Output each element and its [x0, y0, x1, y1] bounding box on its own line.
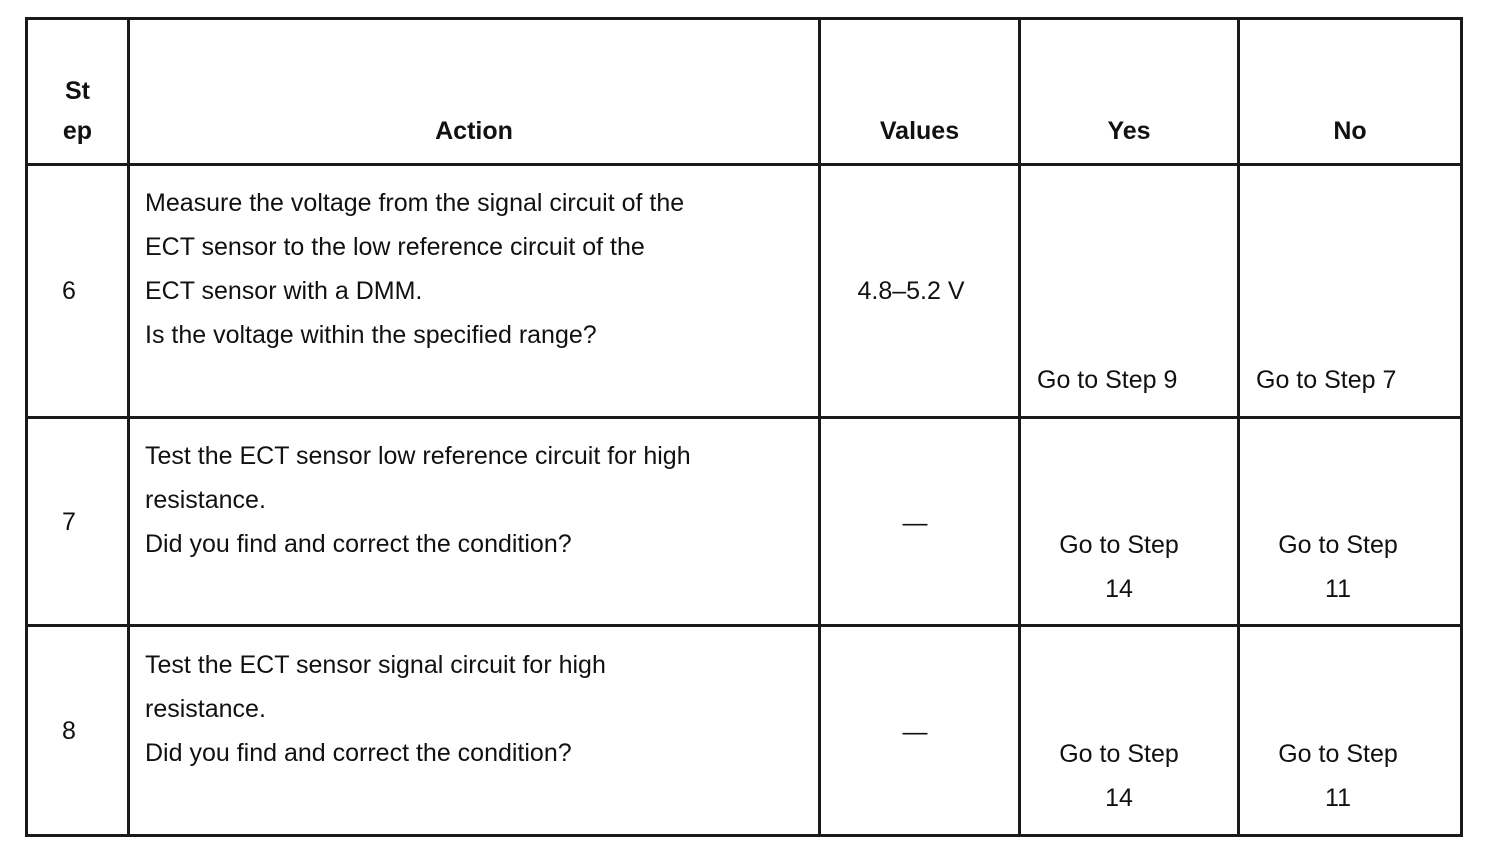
action-line: Measure the voltage from the signal circuit of the: [145, 189, 685, 217]
step-number: 8: [62, 717, 76, 745]
yes-result-line: Go to Step: [1059, 740, 1179, 768]
header-values: Values: [879, 117, 960, 145]
no-result: [1256, 358, 1456, 402]
action-text: [145, 434, 805, 566]
header-step: [28, 71, 127, 151]
table-border-top: [25, 17, 1463, 20]
header-action: Action: [435, 117, 513, 145]
row-divider: [25, 416, 1463, 419]
no-result: [1240, 732, 1436, 820]
no-result-line: Go to Step 7: [1256, 366, 1397, 394]
header-yes: Yes: [1107, 117, 1151, 145]
action-line: ECT sensor with a DMM.: [145, 277, 423, 305]
step-number: 6: [62, 277, 76, 305]
table-border-bottom: [25, 834, 1463, 837]
action-text: [145, 643, 805, 775]
action-text: [145, 181, 805, 357]
header-no: No: [1333, 117, 1367, 145]
action-line: resistance.: [145, 486, 266, 514]
step-number: 7: [62, 508, 76, 536]
header-step-line1: St: [65, 77, 90, 105]
action-line: Did you find and correct the condition?: [145, 530, 572, 558]
header-step-line2: ep: [62, 117, 93, 145]
no-result-line: 11: [1325, 575, 1351, 603]
value-text: 4.8–5.2 V: [857, 277, 965, 305]
no-result-line: 11: [1325, 784, 1351, 812]
table-border-right: [1460, 17, 1463, 837]
no-result: [1240, 523, 1436, 611]
action-line: Is the voltage within the specified range?: [145, 321, 597, 349]
action-line: Test the ECT sensor low reference circuit for high: [145, 442, 691, 470]
diagnostic-table: [25, 17, 1463, 837]
yes-result: [1037, 358, 1233, 402]
no-result-line: Go to Step: [1278, 531, 1398, 559]
yes-result: [1021, 523, 1217, 611]
yes-result-line: 14: [1105, 784, 1133, 812]
value-text: —: [902, 509, 928, 537]
value-text: —: [902, 718, 928, 746]
no-result-line: Go to Step: [1278, 740, 1398, 768]
action-line: resistance.: [145, 695, 266, 723]
yes-result-line: Go to Step: [1059, 531, 1179, 559]
row-divider: [25, 624, 1463, 627]
action-line: Did you find and correct the condition?: [145, 739, 572, 767]
yes-result: [1021, 732, 1217, 820]
action-line: ECT sensor to the low reference circuit of the: [145, 233, 645, 261]
action-line: Test the ECT sensor signal circuit for high: [145, 651, 606, 679]
yes-result-line: Go to Step 9: [1037, 366, 1178, 394]
yes-result-line: 14: [1105, 575, 1133, 603]
header-divider: [25, 163, 1463, 166]
